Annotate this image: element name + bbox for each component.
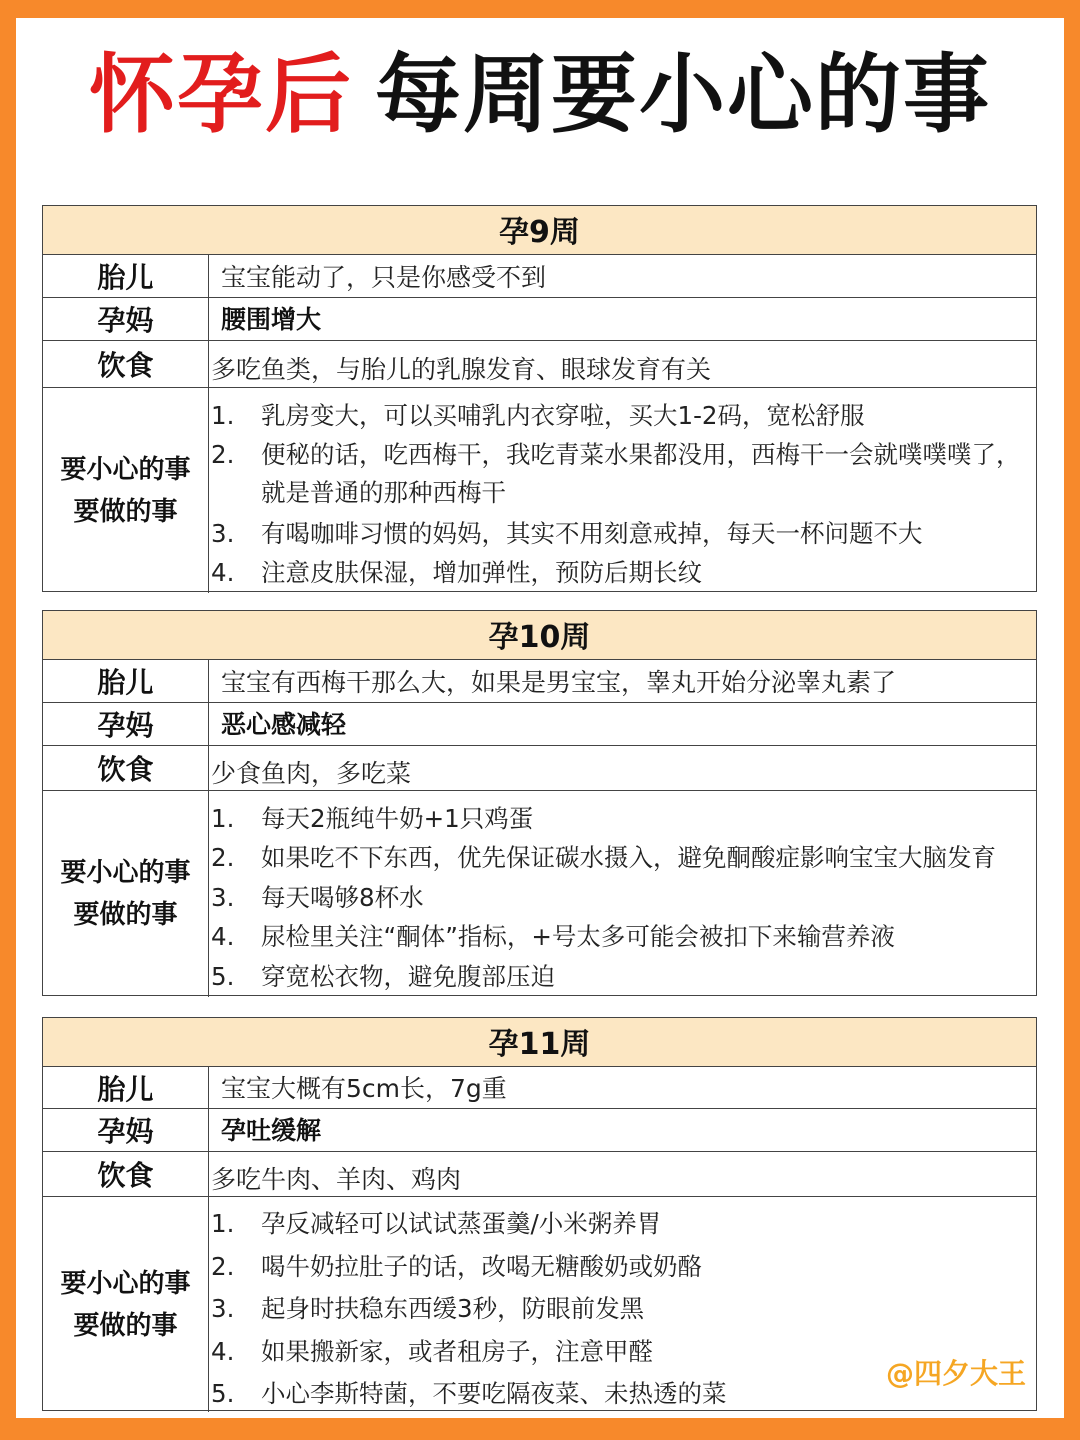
list-item: 5. 小心李斯特菌，不要吃隔夜菜、未热透的菜 <box>211 1379 727 1408</box>
list-item: 4. 尿检里关注“酮体”指标，+号太多可能会被扣下来输营养液 <box>211 922 895 951</box>
list-item: 2. 便秘的话，吃西梅干，我吃青菜水果都没用，西梅干一会就噗噗噗了， 就是普通的那种西梅干 <box>211 440 1021 507</box>
fetus-label: 胎儿 <box>43 1067 209 1108</box>
list-item: 3. 有喝咖啡习惯的妈妈，其实不用刻意戒掉，每天一杯问题不大 <box>211 519 923 548</box>
fetus-value: 宝宝能动了，只是你感受不到 <box>221 263 547 292</box>
list-item: 3. 每天喝够8杯水 <box>211 883 424 912</box>
diet-label: 饮食 <box>43 746 209 790</box>
todo-label: 要做的事 <box>73 900 178 930</box>
fetus-label: 胎儿 <box>43 255 209 297</box>
list-item: 4. 如果搬新家，或者租房子，注意甲醛 <box>211 1337 653 1366</box>
mom-value: 恶心感减轻 <box>221 710 347 739</box>
mom-value: 腰围增大 <box>221 305 322 334</box>
list-item: 5. 穿宽松衣物，避免腹部压迫 <box>211 962 555 991</box>
mom-label: 孕妈 <box>43 298 209 340</box>
mom-row <box>43 297 1036 340</box>
list-item: 4. 注意皮肤保湿，增加弹性，预防后期长纹 <box>211 558 702 587</box>
week-heading-text: 孕10周 <box>488 620 591 655</box>
notes-list <box>209 388 1036 593</box>
mom-row <box>43 702 1036 745</box>
list-item: 2. 喝牛奶拉肚子的话，改喝无糖酸奶或奶酪 <box>211 1252 702 1281</box>
fetus-value: 宝宝大概有5cm长，7g重 <box>221 1074 507 1103</box>
diet-label: 饮食 <box>43 341 209 387</box>
fetus-row <box>43 254 1036 297</box>
week-heading-text: 孕9周 <box>499 215 580 250</box>
list-item: 3. 起身时扶稳东西缓3秒，防眼前发黑 <box>211 1294 645 1323</box>
list-item: 2. 如果吃不下东西，优先保证碳水摄入，避免酮酸症影响宝宝大脑发育 <box>211 843 996 872</box>
week-10-table <box>42 610 1037 996</box>
page-title <box>0 40 1080 150</box>
mom-value: 孕吐缓解 <box>221 1116 322 1145</box>
notes-list <box>209 791 1036 997</box>
week-heading <box>43 206 1036 254</box>
fetus-value: 宝宝有西梅干那么大，如果是男宝宝，睾丸开始分泌睾丸素了 <box>221 668 897 697</box>
diet-value: 多吃牛肉、羊肉、鸡肉 <box>211 1165 462 1194</box>
careful-label: 要小心的事 <box>60 454 191 485</box>
fetus-row <box>43 659 1036 702</box>
list-item: 1. 每天2瓶纯牛奶+1只鸡蛋 <box>211 804 534 833</box>
todo-label: 要做的事 <box>73 496 178 527</box>
notes-label <box>43 791 209 997</box>
mom-label: 孕妈 <box>43 703 209 745</box>
week-9-table <box>42 205 1037 592</box>
diet-row <box>43 1151 1036 1196</box>
diet-row <box>43 340 1036 387</box>
list-item: 1. 乳房变大，可以买哺乳内衣穿啦，买大1-2码，宽松舒服 <box>211 401 865 430</box>
diet-label: 饮食 <box>43 1152 209 1196</box>
author-watermark: @四夕大王 <box>886 1357 1027 1390</box>
diet-value: 多吃鱼类，与胎儿的乳腺发育、眼球发育有关 <box>211 355 712 384</box>
diet-value: 少食鱼肉，多吃菜 <box>211 759 412 788</box>
notes-row <box>43 387 1036 593</box>
title-main: 每周要小心的事 <box>375 45 991 145</box>
notes-label <box>43 1197 209 1412</box>
diet-row <box>43 745 1036 790</box>
week-heading-text: 孕11周 <box>488 1027 591 1062</box>
week-heading <box>43 611 1036 659</box>
mom-label: 孕妈 <box>43 1109 209 1151</box>
list-item: 1. 孕反减轻可以试试蒸蛋羹/小米粥养胃 <box>211 1209 662 1238</box>
notes-label <box>43 388 209 593</box>
fetus-row <box>43 1066 1036 1108</box>
week-heading <box>43 1018 1036 1066</box>
careful-label: 要小心的事 <box>60 858 191 888</box>
title-highlight: 怀孕后 <box>89 45 353 145</box>
careful-label: 要小心的事 <box>60 1268 191 1299</box>
fetus-label: 胎儿 <box>43 660 209 702</box>
notes-row <box>43 790 1036 997</box>
todo-label: 要做的事 <box>73 1310 178 1341</box>
mom-row <box>43 1108 1036 1151</box>
